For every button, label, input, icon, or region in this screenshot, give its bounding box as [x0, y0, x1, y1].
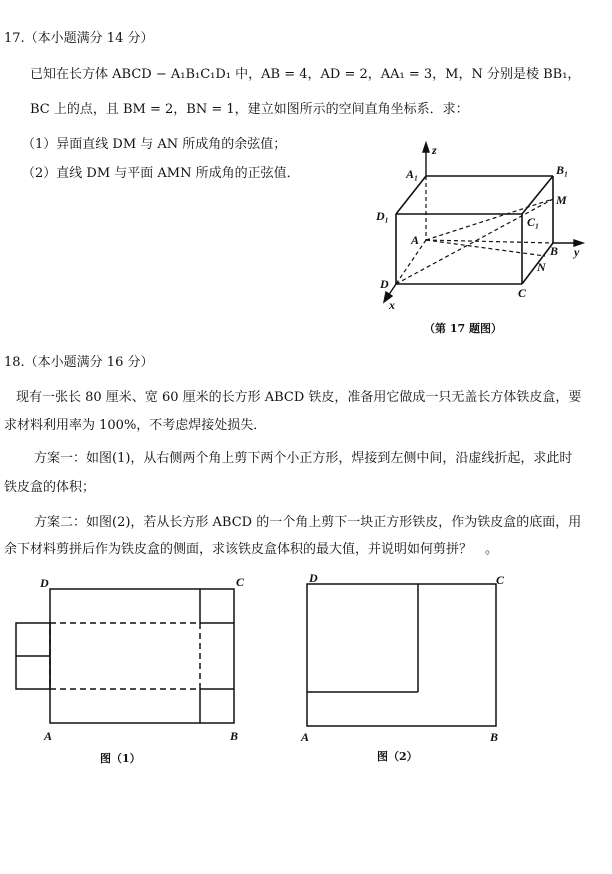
fig1-label-d: D: [40, 576, 49, 590]
q18-line1: 现有一张长 80 厘米、宽 60 厘米的长方形 ABCD 铁皮，准备用它做成一只无盖长方体铁皮盒，要: [16, 390, 582, 405]
q18-figure-1: [10, 570, 250, 770]
fig1-label-c: C: [236, 575, 245, 589]
fig1-outer-rect: [50, 589, 234, 723]
fig1-label-a: A: [44, 729, 53, 743]
label-b: B: [550, 244, 559, 258]
edge-c1-b1: [522, 176, 553, 214]
label-a1: A₁: [406, 167, 419, 181]
q17-line1: 已知在长方体 ABCD − A₁B₁C₁D₁ 中，AB = 4，AD = 2，AA₁ = 3，M，N 分别是棱 BB₁，: [30, 67, 581, 82]
q18-plan1-line1: 方案一：如图(1)，从右侧两个角上剪下两个小正方形，焊接到左侧中间，沿虚线折起，求此时: [34, 451, 573, 466]
q17-line2: BC 上的点，且 BM = 2，BN = 1，建立如图所示的空间直角坐标系．求：: [30, 102, 469, 117]
label-a: A: [411, 233, 420, 247]
q17-figure-caption: （第 17 题图）: [424, 322, 502, 335]
q17-figure: [368, 138, 598, 313]
fig1-fold-lines: [50, 623, 200, 689]
fig1-caption: 图（1）: [100, 752, 141, 765]
z-arrow: [423, 143, 429, 152]
label-m: M: [556, 193, 567, 207]
label-c1: C₁: [527, 215, 540, 229]
q18-plan2-line1: 方案二：如图(2)，若从长方形 ABCD 的一个角上剪下一块正方形铁皮，作为铁皮盒的底面，用: [34, 515, 582, 530]
q17-part2: （2）直线 DM 与平面 AMN 所成角的正弦值．: [22, 166, 300, 181]
label-z: z: [432, 143, 437, 157]
q18-plan1-line2: 铁皮盒的体积；: [4, 480, 96, 495]
label-x: x: [389, 298, 395, 312]
label-c: C: [518, 286, 527, 300]
fig2-outer-rect: [307, 584, 496, 726]
label-y: y: [574, 245, 580, 259]
q18-plan2-line2: 余下材料剪拼后作为铁皮盒的侧面，求该铁皮盒体积的最大值，并说明如何剪拼？ 。: [4, 542, 499, 557]
label-d1: D₁: [376, 209, 389, 223]
edge-d1-a1: [396, 176, 426, 214]
q18-line2: 求材料利用率为 100%，不考虑焊接处损失．: [4, 418, 267, 433]
edge-a-b: [426, 240, 553, 243]
label-n: N: [537, 260, 546, 274]
fig2-label-a: A: [301, 730, 310, 744]
label-d: D: [380, 277, 389, 291]
q18-figure-2: [295, 570, 515, 760]
q17-header: 17.（本小题满分 14 分）: [4, 31, 154, 46]
q17-part1: （1）异面直线 DM 与 AN 所成角的余弦值；: [22, 137, 287, 152]
q18-header: 18.（本小题满分 16 分）: [4, 355, 154, 370]
fig2-label-d: D: [309, 571, 318, 585]
fig1-label-b: B: [230, 729, 239, 743]
label-b1: B₁: [556, 163, 569, 177]
fig2-label-b: B: [490, 730, 499, 744]
segment-dm: [396, 199, 553, 284]
fig2-label-c: C: [496, 573, 505, 587]
fig2-caption: 图（2）: [377, 750, 418, 763]
